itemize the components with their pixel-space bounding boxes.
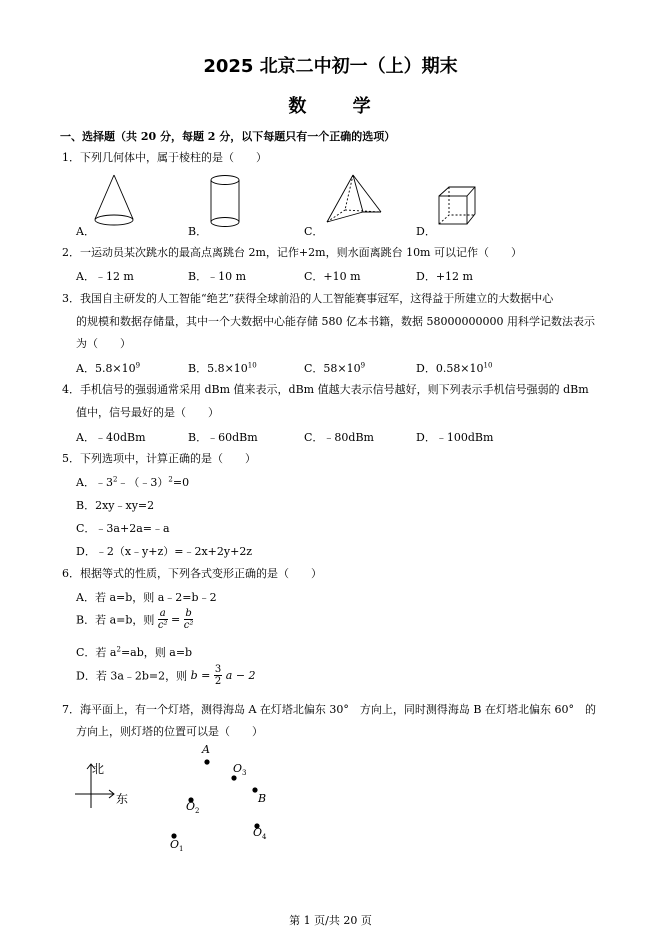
q2-option-a[interactable]: A．﹣12 m <box>76 270 134 283</box>
q5-option-b[interactable]: B．2xy﹣xy=2 <box>76 499 155 512</box>
q6-option-a[interactable]: A．若 a=b，则 a﹣2=b﹣2 <box>76 591 217 604</box>
compass-diagram <box>72 760 142 810</box>
q4-option-c[interactable]: C．﹣80dBm <box>304 431 374 444</box>
q1-option-b[interactable]: B． <box>188 225 208 238</box>
q7-line1: 7．海平面上，有一个灯塔，测得海岛 A 在灯塔北偏东 30° 方向上，同时测得海岛 B 在灯塔北偏东 60° 的 <box>62 703 596 716</box>
cube-icon <box>436 184 478 230</box>
cylinder-icon <box>205 172 245 230</box>
q1-stem: 1．下列几何体中，属于棱柱的是（ ） <box>62 151 267 164</box>
page-title: 2025 北京二中初一（上）期末 <box>203 56 458 77</box>
q3-line1: 3．我国自主研发的人工智能“绝艺”获得全球前沿的人工智能赛事冠军，这得益于所建立的大数据中心 <box>62 292 554 305</box>
point-label-o3: $O_3$ <box>233 762 247 778</box>
q2-option-b[interactable]: B．﹣10 m <box>188 270 247 283</box>
q5-option-c[interactable]: C．﹣3a+2a=﹣a <box>76 522 170 535</box>
q1-option-c[interactable]: C． <box>304 225 324 238</box>
q3-line3: 为（ ） <box>76 337 131 350</box>
q2-option-c[interactable]: C．+10 m <box>304 270 361 283</box>
q3-option-a[interactable]: A．$5.8\times 10^9$ <box>76 361 141 375</box>
q3-option-d[interactable]: D．$0.58\times 10^{10}$ <box>416 361 493 375</box>
q5-stem: 5．下列选项中，计算正确的是（ ） <box>62 452 256 465</box>
q6-option-c[interactable]: C．若 $a^2=ab$，则 a=b <box>76 645 193 659</box>
q3-option-b[interactable]: B．$5.8\times 10^{10}$ <box>188 361 257 375</box>
q6-option-b[interactable]: B．若 a=b，则 $\frac{a}{\text{c²}}$ = $\frac{b}{\text{c²}}$ <box>76 608 194 631</box>
q7-line2: 方向上，则灯塔的位置可以是（ ） <box>76 725 263 738</box>
fraction: $\frac{b}{\text{c²}}$ <box>183 608 194 631</box>
q3-line2: 的规模和数据存储量，其中一个大数据中心能存储 580 亿本书籍，数据 58000000000 用科学记数法表示 <box>76 315 595 328</box>
cone-icon <box>88 172 143 230</box>
q6-stem: 6．根据等式的性质，下列各式变形正确的是（ ） <box>62 567 322 580</box>
compass-north-label: 北 <box>92 762 105 776</box>
point-a <box>204 759 209 764</box>
pyramid-icon <box>323 172 385 230</box>
q4-option-a[interactable]: A．﹣40dBm <box>76 431 146 444</box>
q4-option-b[interactable]: B．﹣60dBm <box>188 431 258 444</box>
subject-char: 数 <box>288 96 309 117</box>
q4-line2: 值中，信号最好的是（ ） <box>76 406 219 419</box>
point-label-o1: $O_1$ <box>170 838 184 854</box>
subject-title <box>0 92 661 118</box>
q2-stem: 2．一运动员某次跳水的最高点离跳台 2m，记作+2m，则水面离跳台 10m 可以记作（ ） <box>62 246 522 259</box>
q1-option-d[interactable]: D． <box>416 225 436 238</box>
q4-line1: 4．手机信号的强弱通常采用 dBm 值来表示，dBm 值越大表示信号越好，则下列表示手机信号强弱的 dBm <box>62 383 589 396</box>
section-heading: 一、选择题（共 20 分，每题 2 分，以下每题只有一个正确的选项） <box>60 130 396 143</box>
fraction: $\frac{a}{\text{c²}}$ <box>157 608 168 631</box>
compass-east-label: 东 <box>116 792 129 806</box>
point-b <box>252 787 257 792</box>
q5-option-d[interactable]: D．﹣2（x﹣y+z）=﹣2x+2y+2z <box>76 545 253 558</box>
page-footer: 第 1 页/共 20 页 <box>289 914 372 927</box>
q5-option-a[interactable]: A．$﹣3^2﹣(﹣3)^2=0$ <box>76 475 190 489</box>
q1-option-a[interactable]: A． <box>76 225 95 238</box>
point-label-b: B <box>258 792 267 805</box>
q3-option-c[interactable]: C．$58\times 10^9$ <box>304 361 366 375</box>
fraction: $\frac{3}{2}$ <box>214 664 222 687</box>
point-label-a: A <box>202 743 210 756</box>
q6-option-d[interactable]: D．若 3a﹣2b=2，则 b = $\frac{3}{2}$ a − 2 <box>76 664 256 687</box>
point-label-o2: $O_2$ <box>186 800 200 816</box>
point-label-o4: $O_4$ <box>253 826 267 842</box>
q2-option-d[interactable]: D．+12 m <box>416 270 473 283</box>
q4-option-d[interactable]: D．﹣100dBm <box>416 431 494 444</box>
subject-char: 学 <box>352 96 373 117</box>
